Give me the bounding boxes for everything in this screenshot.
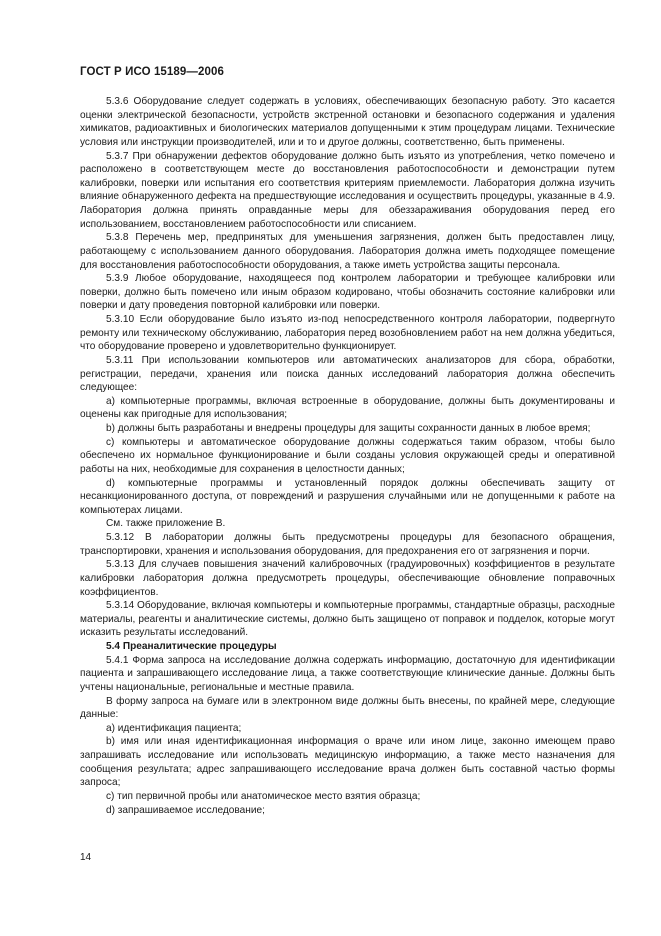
paragraph-5-3-9: 5.3.9 Любое оборудование, находящееся под контролем лаборатории и требующее калибровки или поверки, должно быть помечено или иным образом кодировано, чтобы обозначить состояние калибровки или поверки и дату проведения повторной калибровки или поверки. bbox=[80, 273, 615, 312]
paragraph-5-3-10: 5.3.10 Если оборудование было изъято из-под непосредственного контроля лаборатории, подвергнуто ремонту или техническому обслуживанию, лаборатория перед возобновлением работ на нем должна убедиться, что оборудование проверено и удовлетворительно функционирует. bbox=[80, 314, 615, 353]
paragraph-5-3-14: 5.3.14 Оборудование, включая компьютеры и компьютерные программы, стандартные образцы, расходные материалы, реагенты и аналитические системы, должно быть защищено от поправок и подделок, которые могут исказить результаты исследований. bbox=[80, 600, 615, 639]
cross-reference: См. также приложение В. bbox=[106, 518, 226, 530]
paragraph-5-3-7: 5.3.7 При обнаружении дефектов оборудование должно быть изъято из употребления, четко помечено и расположено в соответствующем месте до восстановления работоспособности и демонстрации путем калибровки, поверки или испытания его соответствия критериям приемлемости. Лаборатория должна изучить влияние обнаруженного дефекта на предшествующие исследования и осуществить процедуры, указанные в 4.9. Лаборатория должна принять оправданные меры для обеззараживания оборудования перед его использованием, восстановлением работоспособности или списанием. bbox=[80, 150, 615, 230]
paragraph-5-3-6: 5.3.6 Оборудование следует содержать в условиях, обеспечивающих безопасную работу. Это касается оценки электрической безопасности, устройств экстренной остановки и безопасного содержания и удаления химикатов, радиоактивных и биологических материалов допущенными к этим процедурам лицами. Технические условия или инструкции производителей, или и то и другое должны, соответственно, быть применены. bbox=[80, 96, 615, 148]
document-header: ГОСТ Р ИСО 15189—2006 bbox=[80, 66, 225, 78]
list-item: c) компьютеры и автоматическое оборудование должны содержаться таким образом, чтобы было обеспечено их нормальное функционирование и были созданы условия окружающей среды и оперативной работы на них, необходимые для сохранения в целостности данных; bbox=[80, 436, 615, 475]
paragraph-5-3-11: 5.3.11 При использовании компьютеров или автоматических анализаторов для сбора, обработки, регистрации, передачи, хранения или поиска данных исследований лаборатория должна обеспечить следующее: bbox=[80, 354, 615, 394]
paragraph-5-3-12: 5.3.12 В лаборатории должны быть предусмотрены процедуры для безопасного обращения, транспортировки, хранения и использования оборудования, для предохранения его от загрязнения и порчи. bbox=[80, 532, 615, 557]
paragraph-5-3-13: 5.3.13 Для случаев повышения значений калибровочных (градуировочных) коэффициентов в результате калибровки лаборатория должна предусмотреть процедуры, обеспечивающие обновление поправочных коэффициентов. bbox=[80, 559, 615, 598]
list-item: b) должны быть разработаны и внедрены процедуры для защиты сохранности данных в любое время; bbox=[106, 423, 591, 434]
list-item: a) идентификация пациента; bbox=[106, 722, 242, 734]
list-item: b) имя или иная идентификационная информация о враче или ином лице, законно имеющем право запрашивать исследование или использовать медицинскую информацию, а также место назначения для сообщения результата; адрес запрашивающего исследование врача должен быть составной частью формы запроса; bbox=[80, 736, 615, 789]
list-item: d) компьютерные программы и установленный порядок должны обеспечивать защиту от несанкционированного доступа, от повреждений и разрушения случайными или не допущенными к работе на компьютерах лицами. bbox=[80, 477, 615, 516]
paragraph: В форму запроса на бумаге или в электронном виде должны быть внесены, по крайней мере, следующие данные: bbox=[80, 695, 615, 721]
list-item: d) запрашиваемое исследование; bbox=[106, 804, 265, 816]
page-number: 14 bbox=[80, 852, 92, 863]
paragraph-5-4-1: 5.4.1 Форма запроса на исследование должна содержать информацию, достаточную для идентификации пациента и запрашивающего исследование лица, а также соответствующие клинические данные. Должны быть учтены национальные, региональные и местные правила. bbox=[80, 654, 615, 693]
paragraph-5-3-8: 5.3.8 Перечень мер, предпринятых для уменьшения загрязнения, должен быть предоставлен лицу, работающему с использованием данного оборудования. Лаборатория должна иметь подходящее помещение для восстановления работоспособности оборудования, а также иметь устройства защиты персонала. bbox=[80, 232, 615, 271]
document-body bbox=[80, 95, 615, 817]
list-item: c) тип первичной пробы или анатомическое место взятия образца; bbox=[106, 790, 421, 802]
section-heading-5-4: 5.4 Преаналитические процедуры bbox=[106, 641, 277, 652]
list-item: a) компьютерные программы, включая встроенные в оборудование, должны быть документированы и оценены как пригодные для использования; bbox=[80, 395, 615, 421]
